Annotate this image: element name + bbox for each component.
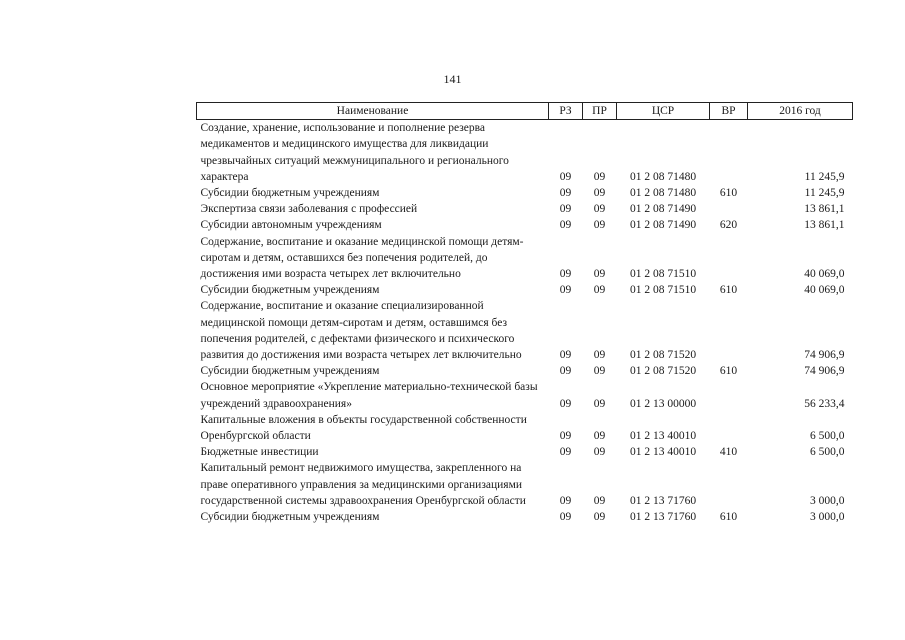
row-pr: 09 <box>593 268 606 281</box>
table-row <box>197 217 853 233</box>
row-rz: 09 <box>559 219 572 232</box>
row-pr: 09 <box>593 284 606 297</box>
row-name: Создание, хранение, использование и пополнение резерва медикаментов и медицинского имущества для ликвидации чрезвычайных ситуаций межмуниципального и регионального характера <box>200 122 509 183</box>
budget-table <box>196 102 853 525</box>
row-csr: 01 2 13 40010 <box>629 430 697 443</box>
row-rz: 09 <box>559 365 572 378</box>
table-row <box>197 282 853 298</box>
row-vr: 610 <box>719 365 738 378</box>
row-pr: 09 <box>593 446 606 459</box>
row-rz: 09 <box>559 446 572 459</box>
header-name: Наименование <box>197 103 549 120</box>
row-name: Содержание, воспитание и оказание специализированной медицинской помощи детям-сиротам и детям, оставшимся без попечения родителей, с дефектами физического и психического развития до достижения ими возраста четырех лет включительно <box>200 300 522 362</box>
row-name: Экспертиза связи заболевания с профессией <box>200 203 418 216</box>
row-amount: 56 233,4 <box>804 397 845 410</box>
table-row <box>197 412 853 444</box>
row-amount: 40 069,0 <box>804 268 845 281</box>
row-vr: 410 <box>719 446 738 459</box>
row-amount: 3 000,0 <box>810 511 845 524</box>
row-pr: 09 <box>593 511 606 524</box>
header-pr: ПР <box>583 103 617 120</box>
row-pr: 09 <box>593 397 606 410</box>
row-name: Основное мероприятие «Укрепление материально-технической базы учреждений здравоохранения» <box>200 381 538 410</box>
row-pr: 09 <box>593 187 606 200</box>
row-csr: 01 2 08 71480 <box>629 170 697 183</box>
row-vr <box>710 234 748 283</box>
row-amount: 13 861,1 <box>804 219 845 232</box>
table-row <box>197 379 853 411</box>
table-row <box>197 298 853 363</box>
row-pr: 09 <box>593 203 606 216</box>
row-vr <box>710 201 748 217</box>
row-amount: 11 245,9 <box>804 170 845 183</box>
header-csr: ЦСР <box>617 103 710 120</box>
table-row <box>197 509 853 525</box>
row-rz: 09 <box>559 268 572 281</box>
row-rz: 09 <box>559 284 572 297</box>
row-csr: 01 2 13 71760 <box>629 494 697 507</box>
row-name: Содержание, воспитание и оказание медицинской помощи детям-сиротам и детям, оставшихся без попечения родителей, до достижения ими возраста четырех лет включительно <box>200 235 524 281</box>
row-csr: 01 2 08 71490 <box>629 203 697 216</box>
row-vr: 610 <box>719 284 738 297</box>
row-pr: 09 <box>593 430 606 443</box>
row-csr: 01 2 13 40010 <box>629 446 697 459</box>
row-csr: 01 2 13 00000 <box>629 397 697 410</box>
row-rz: 09 <box>559 430 572 443</box>
table-row <box>197 444 853 460</box>
row-amount: 74 906,9 <box>804 349 845 362</box>
table-header-row <box>197 103 853 120</box>
header-vr: ВР <box>710 103 748 120</box>
row-pr: 09 <box>593 365 606 378</box>
row-vr <box>710 120 748 185</box>
row-vr <box>710 298 748 363</box>
row-rz: 09 <box>559 511 572 524</box>
row-name: Субсидии бюджетным учреждениям <box>200 284 380 297</box>
row-amount: 13 861,1 <box>804 203 845 216</box>
row-pr: 09 <box>593 494 606 507</box>
row-rz: 09 <box>559 170 572 183</box>
table-row <box>197 120 853 185</box>
row-amount: 40 069,0 <box>804 284 845 297</box>
row-csr: 01 2 08 71510 <box>629 268 697 281</box>
row-name: Капитальный ремонт недвижимого имущества, закрепленного на праве оперативного управления за медицинскими организациями государственной системы здравоохранения Оренбургской области <box>200 462 526 507</box>
row-name: Капитальные вложения в объекты государственной собственности Оренбургской области <box>200 413 527 443</box>
row-name: Субсидии бюджетным учреждениям <box>200 365 380 378</box>
row-pr: 09 <box>593 170 606 183</box>
row-amount: 11 245,9 <box>804 187 845 200</box>
row-name: Субсидии бюджетным учреждениям <box>200 511 380 524</box>
table-row <box>197 363 853 379</box>
row-rz: 09 <box>559 397 572 410</box>
row-rz: 09 <box>559 494 572 507</box>
row-amount: 74 906,9 <box>804 365 845 378</box>
row-name: Бюджетные инвестиции <box>200 446 319 459</box>
row-vr: 620 <box>719 219 738 232</box>
row-csr: 01 2 08 71520 <box>629 349 697 362</box>
page-number: 141 <box>443 72 462 86</box>
row-csr: 01 2 08 71520 <box>629 365 697 378</box>
row-vr: 610 <box>719 187 738 200</box>
row-csr: 01 2 08 71480 <box>629 187 697 200</box>
row-amount: 6 500,0 <box>810 430 845 443</box>
header-rz: РЗ <box>549 103 583 120</box>
table-row <box>197 201 853 217</box>
table-row <box>197 460 853 509</box>
row-name: Субсидии автономным учреждениям <box>200 219 382 232</box>
row-rz: 09 <box>559 349 572 362</box>
row-rz: 09 <box>559 203 572 216</box>
row-vr <box>710 412 748 444</box>
header-year: 2016 год <box>748 103 853 120</box>
row-vr <box>710 460 748 509</box>
row-amount: 6 500,0 <box>810 446 845 459</box>
row-name: Субсидии бюджетным учреждениям <box>200 187 380 200</box>
row-pr: 09 <box>593 219 606 232</box>
row-rz: 09 <box>559 187 572 200</box>
row-pr: 09 <box>593 349 606 362</box>
row-vr <box>710 379 748 411</box>
table-row <box>197 185 853 201</box>
table-row <box>197 234 853 283</box>
row-vr: 610 <box>719 511 738 524</box>
row-csr: 01 2 13 71760 <box>629 511 697 524</box>
row-csr: 01 2 08 71510 <box>629 284 697 297</box>
row-amount: 3 000,0 <box>810 494 845 507</box>
row-csr: 01 2 08 71490 <box>629 219 697 232</box>
